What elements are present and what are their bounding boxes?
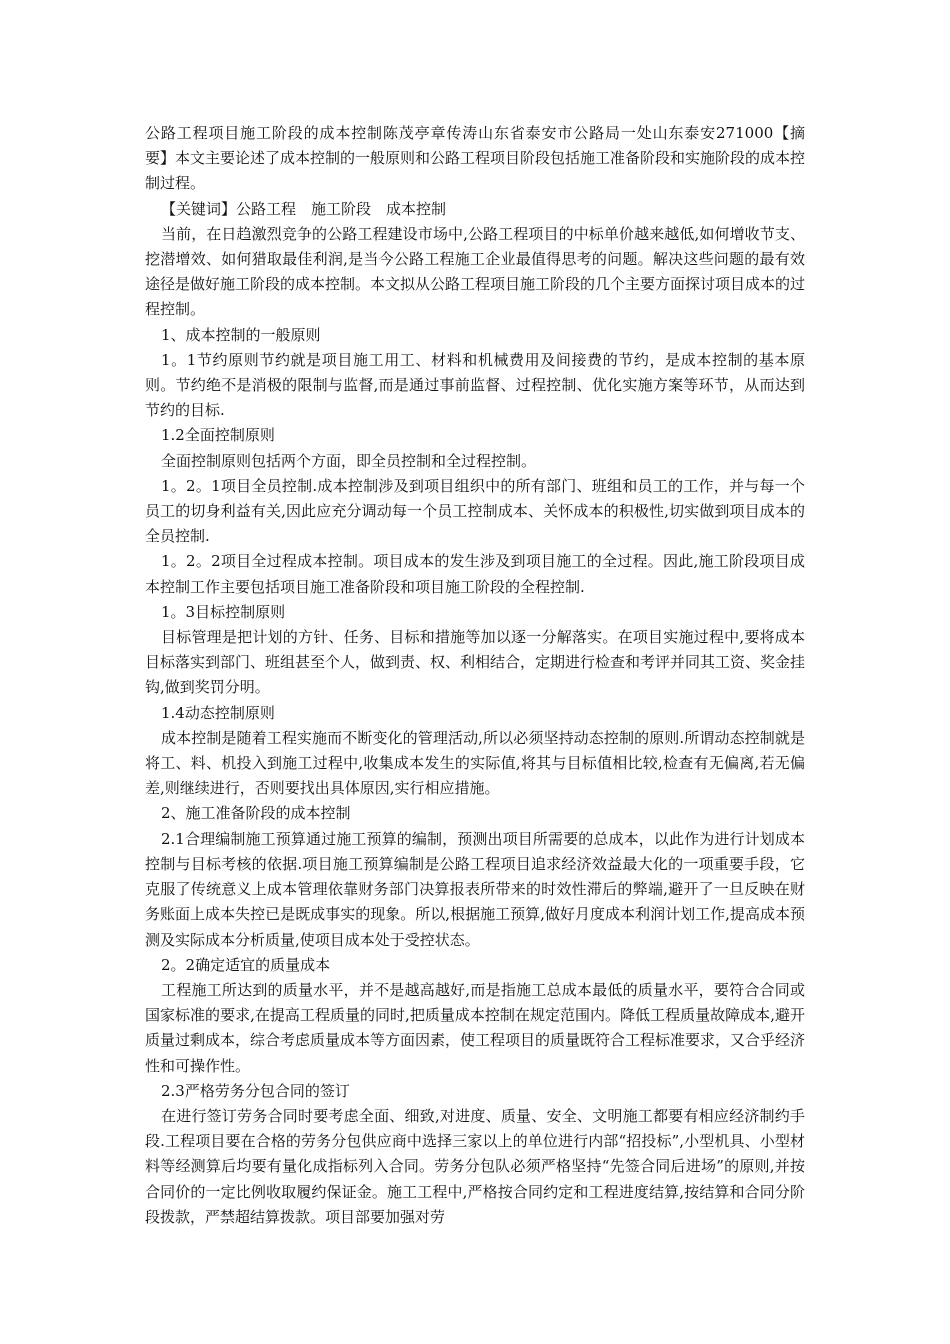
body-paragraph: 在进行签订劳务合同时要考虑全面、细致,对进度、质量、安全、文明施工都要有相应经济制约手段.工程项目要在合格的劳务分包供应商中选择三家以上的单位进行内部“招投标”,小型机具、小型材料等经测算后均要有量化成指标列入合同。劳务分包队必须严格坚持“先签合同后进场”的原则,并按合同价的一定比例收取履约保证金。施工工程中,严格按合同约定和工程进度结算,按结算和合同分阶段拨款，严禁超结算拨款。项目部要加强对劳 [145,1106,805,1226]
body-paragraph: 工程施工所达到的质量水平，并不是越高越好,而是指施工总成本最低的质量水平，要符合合同或国家标准的要求,在提高工程质量的同时,把质量成本控制在规定范围内。降低工程质量故障成本,避开质量过剩成本，综合考虑质量成本等方面因素，使工程项目的质量既符合工程标准要求，又合乎经济性和可操作性。 [145,980,806,1075]
body-paragraph: 2.1合理编制施工预算通过施工预算的编制，预测出项目所需要的总成本，以此作为进行计划成本控制与目标考核的依据.项目施工预算编制是公路工程项目追求经济效益最大化的一项重要手段，它克服了传统意义上成本管理依靠财务部门决算报表所带来的时效性滞后的弊端,避开了一旦反映在财务账面上成本失控已是既成事实的现象。所以,根据施工预算,做好月度成本利润计划工作,提高成本预测及实际成本分析质量,使项目成本处于受控状态。 [145,829,805,949]
document-body [145,121,821,1230]
body-paragraph: 目标管理是把计划的方针、任务、目标和措施等加以逐一分解落实。在项目实施过程中,要将成本目标落实到部门、班组甚至个人，做到责、权、利相结合，定期进行检查和考评并同其工资、奖金挂钩,做到奖罚分明。 [145,628,806,697]
title-abstract-paragraph: 公路工程项目施工阶段的成本控制陈茂亭章传涛山东省泰安市公路局一处山东泰安271000【摘 要】本文主要论述了成本控制的一般原则和公路工程项目阶段包括施工准备阶段和实施阶段的成本控制过程。 [145,124,821,193]
section-heading-2: 2、施工准备阶段的成本控制 [161,804,351,823]
subsection-heading: 2。2确定适宜的质量成本 [161,955,331,974]
subsection-heading: 2.3严格劳务分包合同的签订 [161,1081,350,1100]
body-paragraph: 1。2。1项目全员控制.成本控制涉及到项目组织中的所有部门、班组和员工的工作，并与每一个员工的切身利益有关,因此应充分调动每一个员工控制成本、关怀成本的积极性,切实做到项目成本的全员控制. [145,476,805,546]
body-paragraph: 1。1节约原则节约就是项目施工用工、材料和机械费用及间接费的节约，是成本控制的基本原则。节约绝不是消极的限制与监督,而是通过事前监督、过程控制、优化实施方案等环节，从而达到节约的目标. [145,350,805,420]
section-heading-1: 1、成本控制的一般原则 [161,325,321,344]
body-paragraph: 1。2。2项目全过程成本控制。项目成本的发生涉及到项目施工的全过程。因此,施工阶段项目成本控制工作主要包括项目施工准备阶段和项目施工阶段的全程控制. [145,552,805,596]
subsection-heading: 1.4动态控制原则 [161,703,275,722]
keywords-paragraph: 【关键词】公路工程 施工阶段 成本控制 [161,199,447,218]
subsection-heading: 1.2全面控制原则 [161,426,275,445]
subsection-heading: 1。3目标控制原则 [161,602,286,621]
body-paragraph: 成本控制是随着工程实施而不断变化的管理活动,所以必须坚持动态控制的原则.所谓动态控制就是将工、料、机投入到施工过程中,收集成本发生的实际值,将其与目标值相比较,检查有无偏离,若无偏差,则继续进行，否则要找出具体原因,实行相应措施。 [145,728,805,798]
intro-paragraph: 当前，在日趋激烈竞争的公路工程建设市场中,公路工程项目的中标单价越来越低,如何增收节支、挖潜增效、如何猎取最佳利润,是当今公路工程施工企业最值得思考的问题。解决这些问题的最有效途径是做好施工阶段的成本控制。本文拟从公路工程项目施工阶段的几个主要方面探讨项目成本的过程控制。 [145,224,806,319]
body-paragraph: 全面控制原则包括两个方面，即全员控制和全过程控制。 [161,451,537,470]
